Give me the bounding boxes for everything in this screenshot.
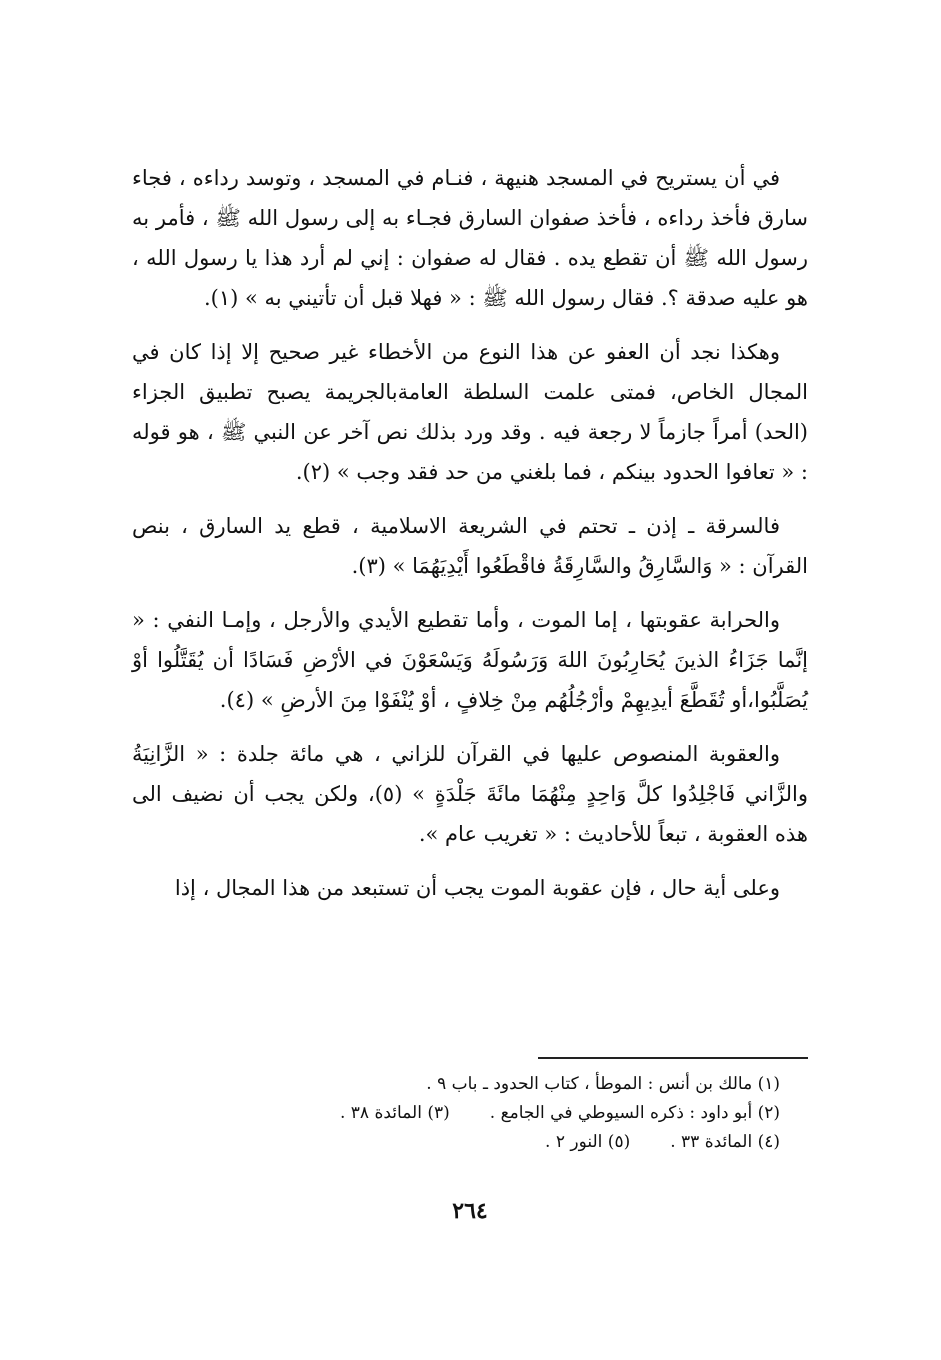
paragraph-6: وعلى أية حال ، فإن عقوبة الموت يجب أن تستبعد من هذا المجال ، إذا [174,876,780,900]
paragraph-5: والعقوبة المنصوص عليها في القرآن للزاني ، هي مائة جلدة : « الزَّانِيَةُ والزَّاني فَاجْلِدُوا كلَّ وَاحِدٍ مِنْهُمَا مائَةَ جَلْدَةٍ » (٥)، ولكن يجب أن نضيف الى هذه العقوبة ، تبعاً للأحاديث : « تغريب عام ». [132,742,808,846]
footnote-2: (٢) أبو داود : ذكره السيوطي في الجامع . [489,1103,780,1123]
footnotes [132,1070,780,1157]
footnote-line-3 [132,1128,780,1157]
footnote-5: (٥) النور ٢ . [545,1132,631,1152]
page-number: ٢٦٤ [452,1198,488,1224]
paragraph-3: فالسرقة ـ إذن ـ تحتم في الشريعة الاسلامية ، قطع يد السارق ، بنص القرآن : « وَالسَّارِقُ والسَّارِقَةُ فاقْطَعُوا أَيْدِيَهُمَا » (٣). [132,514,808,578]
body-text [132,158,808,908]
footnote-1: (١) مالك بن أنس : الموطأ ، كتاب الحدود ـ باب ٩ . [426,1074,780,1094]
footnote-line-1 [132,1070,780,1099]
paragraph-2: وهكذا نجد أن العفو عن هذا النوع من الأخطاء غير صحيح إلا إذا كان في المجال الخاص، فمتى علمت السلطة العامةبالجريمة يصبح تطبيق الجزاء (الحد) أمراً جازماً لا رجعة فيه . وقد ورد بذلك نص آخر عن النبي ﷺ ، هو قوله : « تعافوا الحدود بينكم ، فما بلغني من حد فقد وجب » (٢). [132,340,808,484]
footnote-3: (٣) المائدة ٣٨ . [339,1103,450,1123]
paragraph-1: في أن يستريح في المسجد هنيهة ، فنـام في المسجد ، وتوسد رداءه ، فجاء سارق فأخذ رداءه ، فأخذ صفوان السارق فجـاء به إلى رسول الله ﷺ ، فأمر به رسول الله ﷺ أن تقطع يده . فقال له صفوان : إني لم أرد هذا يا رسول الله ، هو عليه صدقة ؟. فقال رسول الله ﷺ : « فهلا قبل أن تأتيني به » (١). [132,166,808,310]
paragraph-4: والحرابة عقوبتها ، إما الموت ، وأما تقطيع الأيدي والأرجل ، وإمـا النفي : « إنَّما جَزَاءُ الذينَ يُحَارِبُونَ اللهَ وَرَسُولَهُ وَيَسْعَوْنَ في الأرْضِ فَسَادًا أن يُقَتَّلُوا أوْ يُصَلَّبُوا،أو تُقَطَّعَ أيدِيهِمْ وأرْجُلُهُم مِنْ خِلافٍ ، أوْ يُنْفَوْا مِنَ الأرضِ » (٤). [132,608,808,712]
footnote-line-2 [132,1099,780,1128]
footnote-4: (٤) المائدة ٣٣ . [670,1132,780,1152]
footnote-divider [538,1057,808,1059]
